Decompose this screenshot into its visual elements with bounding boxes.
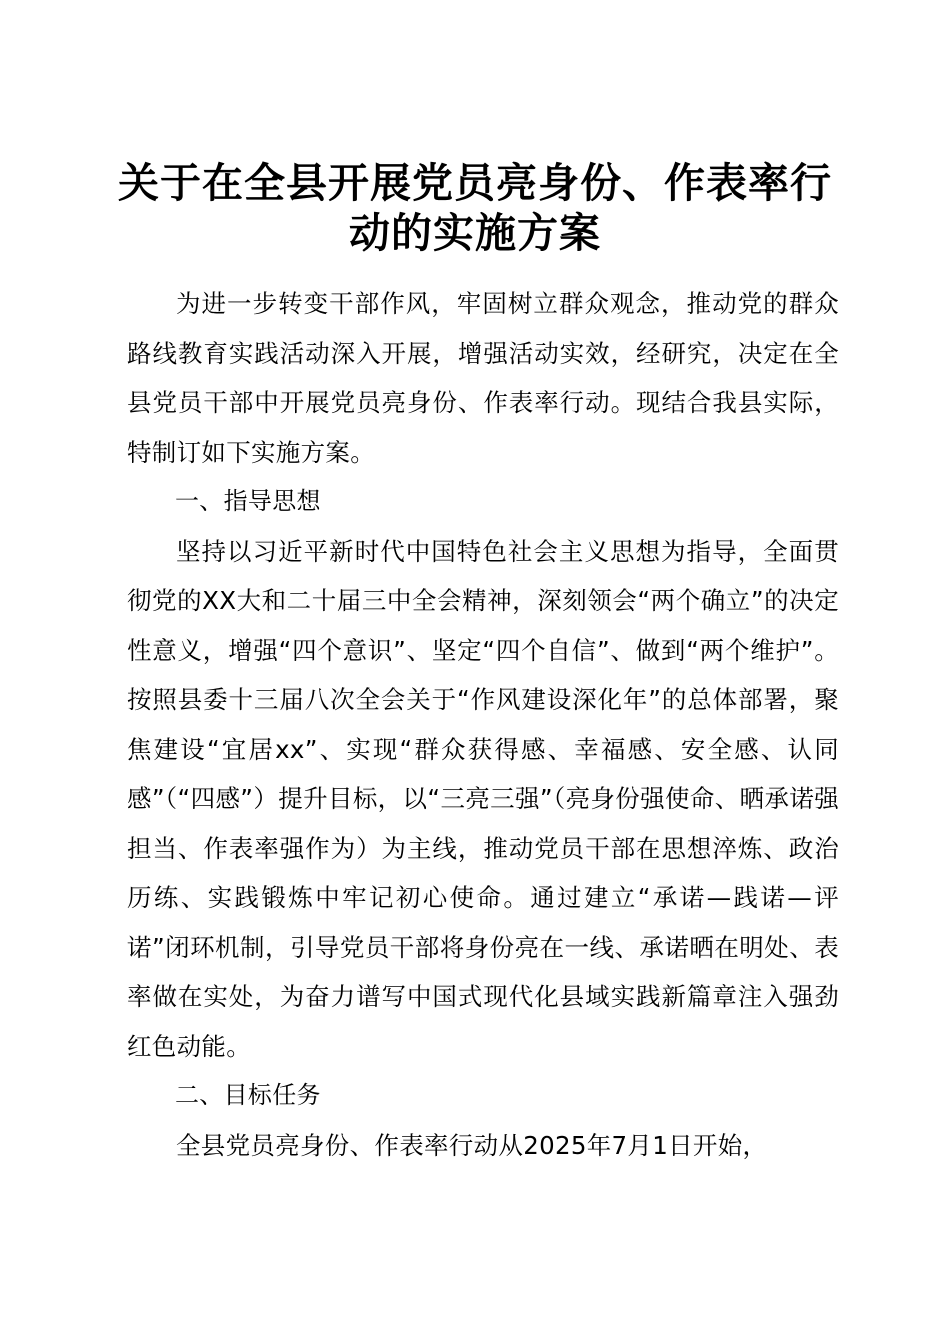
document-title: 关于在全县开展党员亮身份、作表率行动的实施方案: [118, 159, 832, 257]
document-body: [127, 279, 839, 1170]
intro-paragraph: 为进一步转变干部作风，牢固树立群众观念，推动党的群众路线教育实践活动深入开展，增强活动实效，经研究，决定在全县党员干部中开展党员亮身份、作表率行动。现结合我县实际，特制订如下实施方案。: [127, 289, 839, 467]
guiding-ideology-paragraph: 坚持以习近平新时代中国特色社会主义思想为指导，全面贯彻党的XX大和二十届三中全会精神，深刻领会“两个确立”的决定性意义，增强“四个意识”、坚定“四个自信”、做到“两个维护”。按照县委十三届八次全会关于“作风建设深化年”的总体部署，聚焦建设“宜居xx”、实现“群众获得感、幸福感、安全感、认同感”（“四感”）提升目标，以“三亮三强”（亮身份强使命、晒承诺强担当、作表率强作为）为主线，推动党员干部在思想淬炼、政治历练、实践锻炼中牢记初心使命。通过建立“承诺—践诺—评诺”闭环机制，引导党员干部将身份亮在一线、承诺晒在明处、表率做在实处，为奋力谱写中国式现代化县域实践新篇章注入强劲红色动能。: [127, 536, 839, 1061]
section-heading-guiding-ideology: 一、指导思想: [175, 487, 321, 515]
section-heading-goals-tasks: 二、目标任务: [175, 1081, 321, 1109]
goals-tasks-paragraph: 全县党员亮身份、作表率行动从2025年7月1日开始，: [176, 1130, 768, 1160]
